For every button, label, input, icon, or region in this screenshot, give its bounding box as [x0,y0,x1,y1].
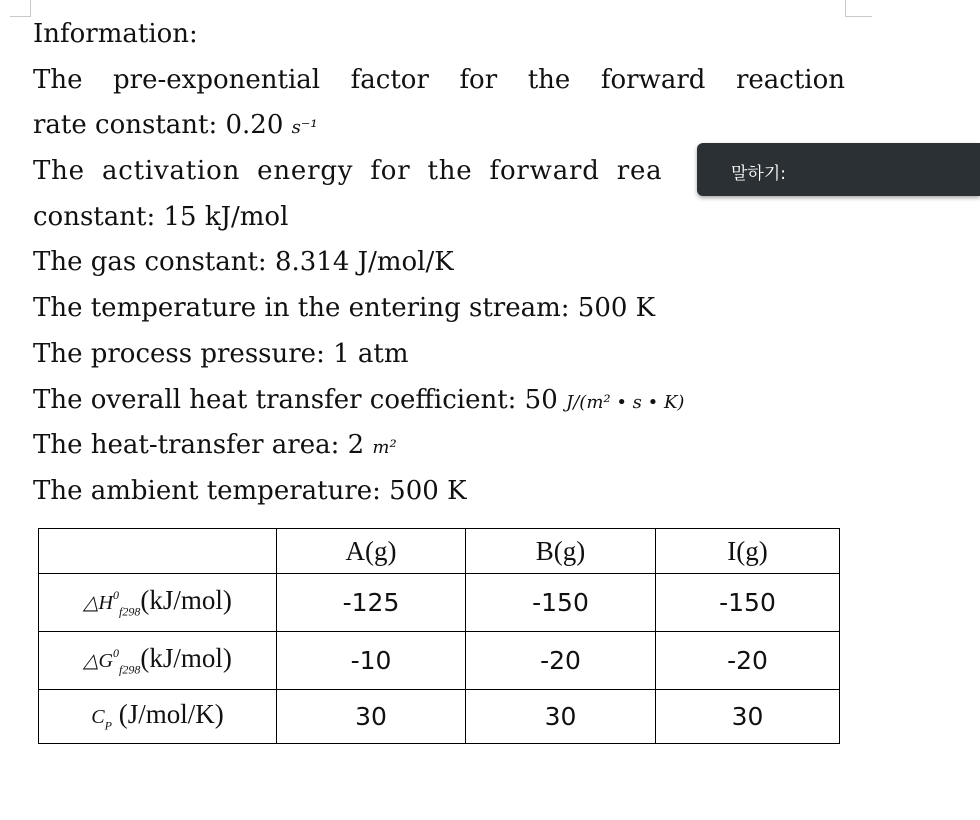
row-label-heat-capacity: $C_P$ (J/mol/K) [39,690,277,744]
table-cell: -10 [277,632,466,690]
info-line-5: The gas constant: 8.314 J/mol/K [33,247,454,278]
table-header-empty [39,529,277,574]
table-cell: -150 [466,574,656,632]
info-line-2: rate constant: 0.20 s⁻¹ [33,110,318,141]
table-row [39,574,840,632]
info-line-1: The pre-exponential factor for the forward reaction [33,64,845,95]
info-line-8: The overall heat transfer coefficient: 50 J/(m² • s • K) [33,384,685,415]
rate-unit: s⁻¹ [291,117,318,139]
table-cell: -125 [277,574,466,632]
thermo-properties-table [38,528,840,744]
document-body [33,12,845,515]
info-line-3: The activation energy for the forward rea [33,156,663,187]
info-line-4: constant: 15 kJ/mol [33,201,289,232]
speak-tooltip[interactable] [697,143,980,196]
table-cell: -150 [656,574,840,632]
table-row [39,632,840,690]
info-line-6: The temperature in the entering stream: 500 K [33,293,656,324]
info-heading: Information: [33,19,198,49]
table-row [39,690,840,744]
table-cell: -20 [466,632,656,690]
row-label-enthalpy: $\triangle H^0_{f298}(kJ/mol)$ [39,574,277,632]
speak-label: 말하기: [731,164,786,184]
table-header-i: I(g) [656,529,840,574]
info-line-9: The heat-transfer area: 2 m² [33,430,397,461]
table-cell: 30 [277,690,466,744]
area-unit: m² [372,437,397,459]
table-cell: -20 [656,632,840,690]
table-cell: 30 [466,690,656,744]
info-line-10: The ambient temperature: 500 K [33,475,467,506]
table-header-a: A(g) [277,529,466,574]
heat-transfer-unit: J/(m² • s • K) [566,391,685,413]
table-header-b: B(g) [466,529,656,574]
row-label-gibbs: $\triangle G^0_{f298}(kJ/mol)$ [39,632,277,690]
table-cell: 30 [656,690,840,744]
page-corner-mark-right [845,0,872,17]
table-header-row [39,529,840,574]
page-corner-mark-left [10,0,31,17]
info-line-7: The process pressure: 1 atm [33,338,409,369]
